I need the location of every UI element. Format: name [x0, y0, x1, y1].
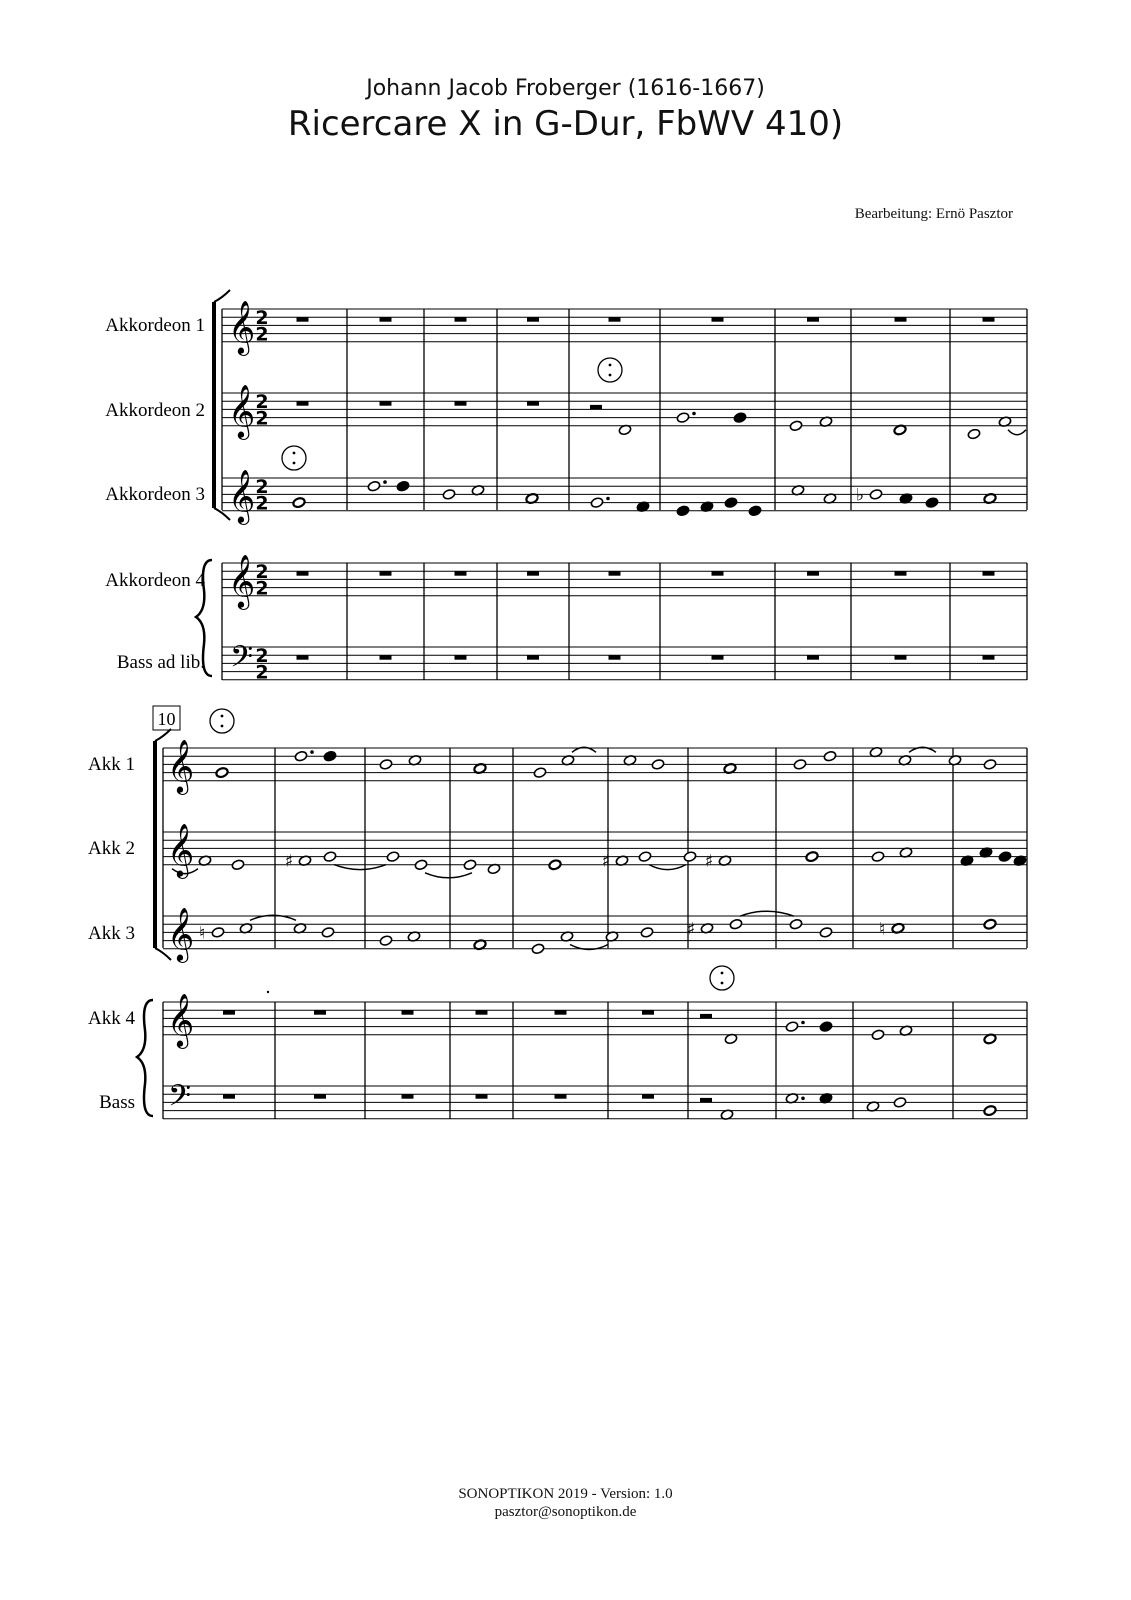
- whole-rest: [314, 1094, 326, 1099]
- staff-brace: [137, 1000, 153, 1116]
- entry-mark-dot: [293, 462, 296, 465]
- whole-rest: [402, 1010, 414, 1015]
- whole-rest: [380, 571, 392, 576]
- accidental: ♯: [284, 851, 294, 872]
- treble-clef: 𝄞: [228, 468, 256, 523]
- time-signature-digit: 2: [255, 476, 269, 499]
- whole-rest: [555, 1094, 567, 1099]
- half-note: [379, 935, 393, 947]
- half-rest: [590, 405, 602, 410]
- whole-rest: [223, 1094, 235, 1099]
- time-signature-digit: 2: [255, 661, 269, 684]
- whole-rest: [609, 317, 621, 322]
- accidental: ♯: [686, 919, 696, 940]
- whole-note: [983, 918, 997, 930]
- entry-mark-dot: [609, 374, 612, 377]
- augmentation-dot: [801, 1021, 805, 1025]
- composer-line: Johann Jacob Froberger (1616-1667): [366, 76, 765, 101]
- piece-title: Ricercare X in G-Dur, FbWV 410): [287, 104, 844, 144]
- whole-note: [292, 497, 306, 509]
- half-note: [640, 927, 654, 939]
- whole-rest: [223, 1010, 235, 1015]
- system-2: [88, 706, 1027, 1142]
- half-note: [321, 927, 335, 939]
- quarter-note: [676, 505, 690, 517]
- instrument-label-akk-1: Akk 1: [88, 754, 135, 775]
- treble-clef: 𝄞: [167, 992, 195, 1047]
- treble-clef: 𝄞: [228, 553, 256, 608]
- whole-rest: [455, 317, 467, 322]
- tie: [425, 873, 472, 878]
- half-note: [531, 943, 545, 955]
- half-note: [683, 851, 697, 863]
- half-note: [893, 1097, 907, 1109]
- augmentation-dot: [383, 480, 387, 484]
- system-1: [105, 290, 1027, 684]
- half-note: [869, 489, 883, 501]
- treble-clef: 𝄞: [167, 906, 195, 961]
- time-signature-digit: 2: [255, 561, 269, 584]
- whole-rest: [895, 317, 907, 322]
- instrument-label-akkordeon-4: Akkordeon 4: [105, 570, 205, 591]
- half-note: [729, 918, 743, 930]
- notes: [282, 317, 1026, 660]
- whole-rest: [380, 317, 392, 322]
- instrument-label-akk-3: Akk 3: [88, 923, 135, 944]
- whole-rest: [297, 317, 309, 322]
- whole-rest: [297, 571, 309, 576]
- treble-clef: 𝄞: [228, 383, 256, 438]
- quarter-note: [819, 1021, 833, 1033]
- footer-publisher: SONOPTIKON 2019 - Version: 1.0: [458, 1486, 673, 1502]
- tie: [649, 865, 686, 870]
- bass-clef: 𝄢: [230, 640, 254, 682]
- half-note: [819, 927, 833, 939]
- time-signature-digit: 2: [255, 323, 269, 346]
- instrument-label-akkordeon-2: Akkordeon 2: [105, 400, 205, 421]
- half-note: [323, 851, 337, 863]
- half-note: [442, 489, 456, 501]
- time-signature-digit: 2: [255, 407, 269, 430]
- whole-note: [548, 859, 562, 871]
- whole-note: [215, 767, 229, 779]
- quarter-note: [733, 412, 747, 424]
- whole-rest: [983, 655, 995, 660]
- notes: [172, 709, 1027, 1142]
- accidental: ♯: [704, 851, 714, 872]
- instrument-label-bass-short: Bass: [99, 1092, 135, 1113]
- whole-rest: [712, 571, 724, 576]
- whole-rest: [527, 571, 539, 576]
- stray-dot: [267, 991, 269, 993]
- accidental: ♯: [601, 851, 611, 872]
- instrument-label-akkordeon-1: Akkordeon 1: [105, 315, 205, 336]
- tie: [334, 865, 386, 870]
- quarter-note: [925, 497, 939, 509]
- whole-note: [805, 851, 819, 863]
- tie: [740, 911, 794, 916]
- treble-clef: 𝄞: [167, 822, 195, 877]
- half-note: [793, 759, 807, 771]
- entry-mark-dot: [721, 982, 724, 985]
- entry-mark: [282, 446, 306, 470]
- treble-clef: 𝄞: [167, 738, 195, 793]
- measure-number: 10: [157, 709, 176, 729]
- half-note: [785, 1021, 799, 1033]
- entry-mark-dot: [221, 725, 224, 728]
- half-note: [367, 480, 381, 492]
- instrument-label-akk-2: Akk 2: [88, 838, 135, 859]
- half-note: [379, 759, 393, 771]
- half-note: [533, 767, 547, 779]
- half-note: [386, 851, 400, 863]
- clefs: [228, 300, 269, 684]
- quarter-note: [724, 497, 738, 509]
- half-note: [414, 859, 428, 871]
- half-note: [294, 750, 308, 762]
- whole-rest: [527, 401, 539, 406]
- tie: [1008, 430, 1026, 435]
- whole-rest: [642, 1094, 654, 1099]
- footer-email: pasztor@sonoptikon.de: [494, 1504, 637, 1520]
- whole-rest: [609, 571, 621, 576]
- entry-mark-dot: [721, 972, 724, 975]
- time-signature-digit: 2: [255, 645, 269, 668]
- whole-rest: [380, 655, 392, 660]
- entry-mark-dot: [221, 715, 224, 718]
- accidental: ♮: [878, 919, 886, 940]
- accidental: ♮: [198, 923, 206, 944]
- bass-clef: 𝄢: [168, 1079, 192, 1121]
- instrument-label-akk-4: Akk 4: [88, 1008, 135, 1029]
- half-note: [871, 1029, 885, 1041]
- half-rest: [700, 1098, 712, 1103]
- whole-rest: [476, 1094, 488, 1099]
- whole-rest: [527, 655, 539, 660]
- whole-rest: [297, 401, 309, 406]
- whole-rest: [609, 655, 621, 660]
- time-signature-digit: 2: [255, 391, 269, 414]
- treble-clef: 𝄞: [228, 299, 256, 354]
- half-note: [211, 927, 225, 939]
- augmentation-dot: [310, 750, 314, 754]
- whole-rest: [555, 1010, 567, 1015]
- time-signature-digit: 2: [255, 492, 269, 515]
- whole-rest: [402, 1094, 414, 1099]
- entry-mark-dot: [609, 364, 612, 367]
- time-signature-digit: 2: [255, 307, 269, 330]
- whole-rest: [807, 571, 819, 576]
- arranger-credit: Bearbeitung: Ernö Pasztor: [854, 206, 1013, 222]
- half-note: [231, 859, 245, 871]
- half-rest: [700, 1014, 712, 1019]
- augmentation-dot: [606, 497, 610, 501]
- half-note: [676, 412, 690, 424]
- half-note: [638, 851, 652, 863]
- half-note: [983, 759, 997, 771]
- half-note: [823, 750, 837, 762]
- half-note: [590, 497, 604, 509]
- half-note: [789, 420, 803, 432]
- quarter-note: [748, 505, 762, 517]
- whole-rest: [455, 655, 467, 660]
- whole-rest: [527, 317, 539, 322]
- whole-rest: [983, 317, 995, 322]
- whole-rest: [455, 571, 467, 576]
- quarter-note: [323, 750, 337, 762]
- entry-mark: [210, 709, 234, 733]
- entry-mark: [598, 358, 622, 382]
- whole-rest: [712, 655, 724, 660]
- clefs: [167, 739, 194, 1121]
- whole-note: [983, 1105, 997, 1117]
- entry-mark: [710, 966, 734, 990]
- entry-mark-dot: [293, 452, 296, 455]
- accidental: ♭: [855, 485, 865, 506]
- whole-rest: [712, 317, 724, 322]
- time-signature-digit: 2: [255, 577, 269, 600]
- augmentation-dot: [801, 1097, 805, 1101]
- whole-rest: [476, 1010, 488, 1015]
- whole-rest: [297, 655, 309, 660]
- whole-rest: [983, 571, 995, 576]
- half-note: [789, 918, 803, 930]
- whole-rest: [642, 1010, 654, 1015]
- whole-rest: [314, 1010, 326, 1015]
- quarter-note: [998, 851, 1012, 863]
- whole-rest: [455, 401, 467, 406]
- half-note: [871, 851, 885, 863]
- half-note: [651, 759, 665, 771]
- instrument-label-akkordeon-3: Akkordeon 3: [105, 484, 205, 505]
- whole-rest: [895, 655, 907, 660]
- whole-rest: [380, 401, 392, 406]
- whole-rest: [807, 317, 819, 322]
- half-note: [463, 859, 477, 871]
- quarter-note: [396, 480, 410, 492]
- instrument-label-bass: Bass ad lib.: [116, 652, 205, 673]
- whole-rest: [895, 571, 907, 576]
- augmentation-dot: [692, 412, 696, 416]
- half-note: [967, 428, 981, 440]
- whole-rest: [807, 655, 819, 660]
